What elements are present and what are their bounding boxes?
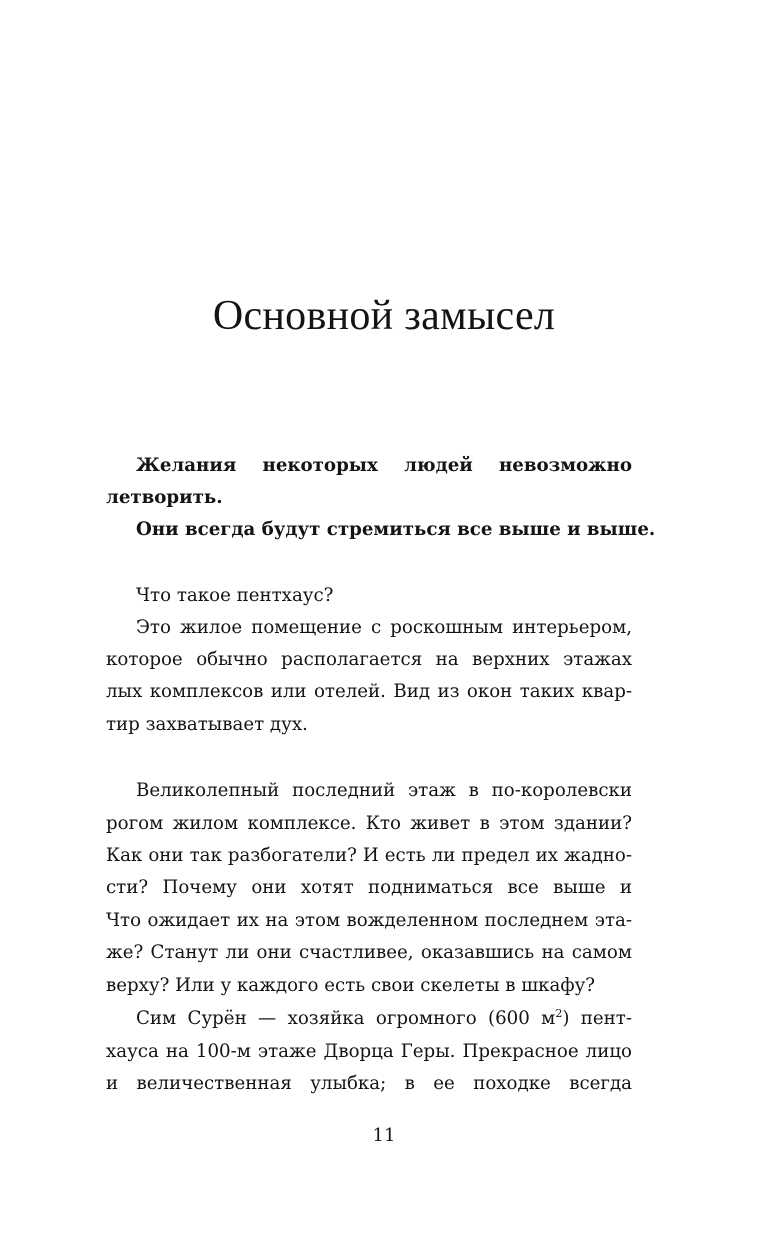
body-line: лых комплексов или отелей. Вид из окон таких квар-: [106, 681, 632, 702]
body-line: Это жилое помещение с роскошным интерьером,: [136, 617, 632, 638]
body-line: и величественная улыбка; в ее походке всегда: [106, 1073, 632, 1094]
body-line: которое обычно располагается на верхних этажах: [106, 649, 632, 670]
body-line: рогом жилом комплексе. Кто живет в этом здании?: [106, 813, 632, 834]
body-line: верху? Или у каждого есть свои скелеты в шкафу?: [106, 975, 596, 996]
text-fragment: ) пент-: [562, 1008, 632, 1029]
body-line: тир захватывает дух.: [106, 714, 308, 735]
superscript: 2: [555, 1006, 563, 1020]
body-line: Великолепный последний этаж в по-королевски: [136, 780, 632, 801]
body-line: Как они так разбогатели? И есть ли предел их жадно-: [106, 845, 632, 866]
chapter-title: Основной замысел: [212, 293, 556, 339]
page-number: 11: [372, 1125, 396, 1146]
lead-line: Они всегда будут стремиться все выше и выше.: [136, 519, 656, 540]
body-line: Что такое пентхаус?: [136, 585, 334, 606]
body-line: же? Станут ли они счастливее, оказавшись на самом: [106, 942, 632, 963]
lead-line: Желания некоторых людей невозможно: [136, 455, 632, 476]
body-line: хауса на 100-м этаже Дворца Геры. Прекрасное лицо: [106, 1041, 632, 1062]
body-line: Что ожидает их на этом вожделенном последнем эта-: [106, 910, 632, 931]
body-line-with-superscript: [136, 1005, 632, 1033]
lead-line: летворить.: [106, 487, 223, 508]
body-line: сти? Почему они хотят подниматься все выше и: [106, 877, 632, 898]
text-fragment: Сим Сурён — хозяйка огромного (600 м: [136, 1008, 556, 1029]
